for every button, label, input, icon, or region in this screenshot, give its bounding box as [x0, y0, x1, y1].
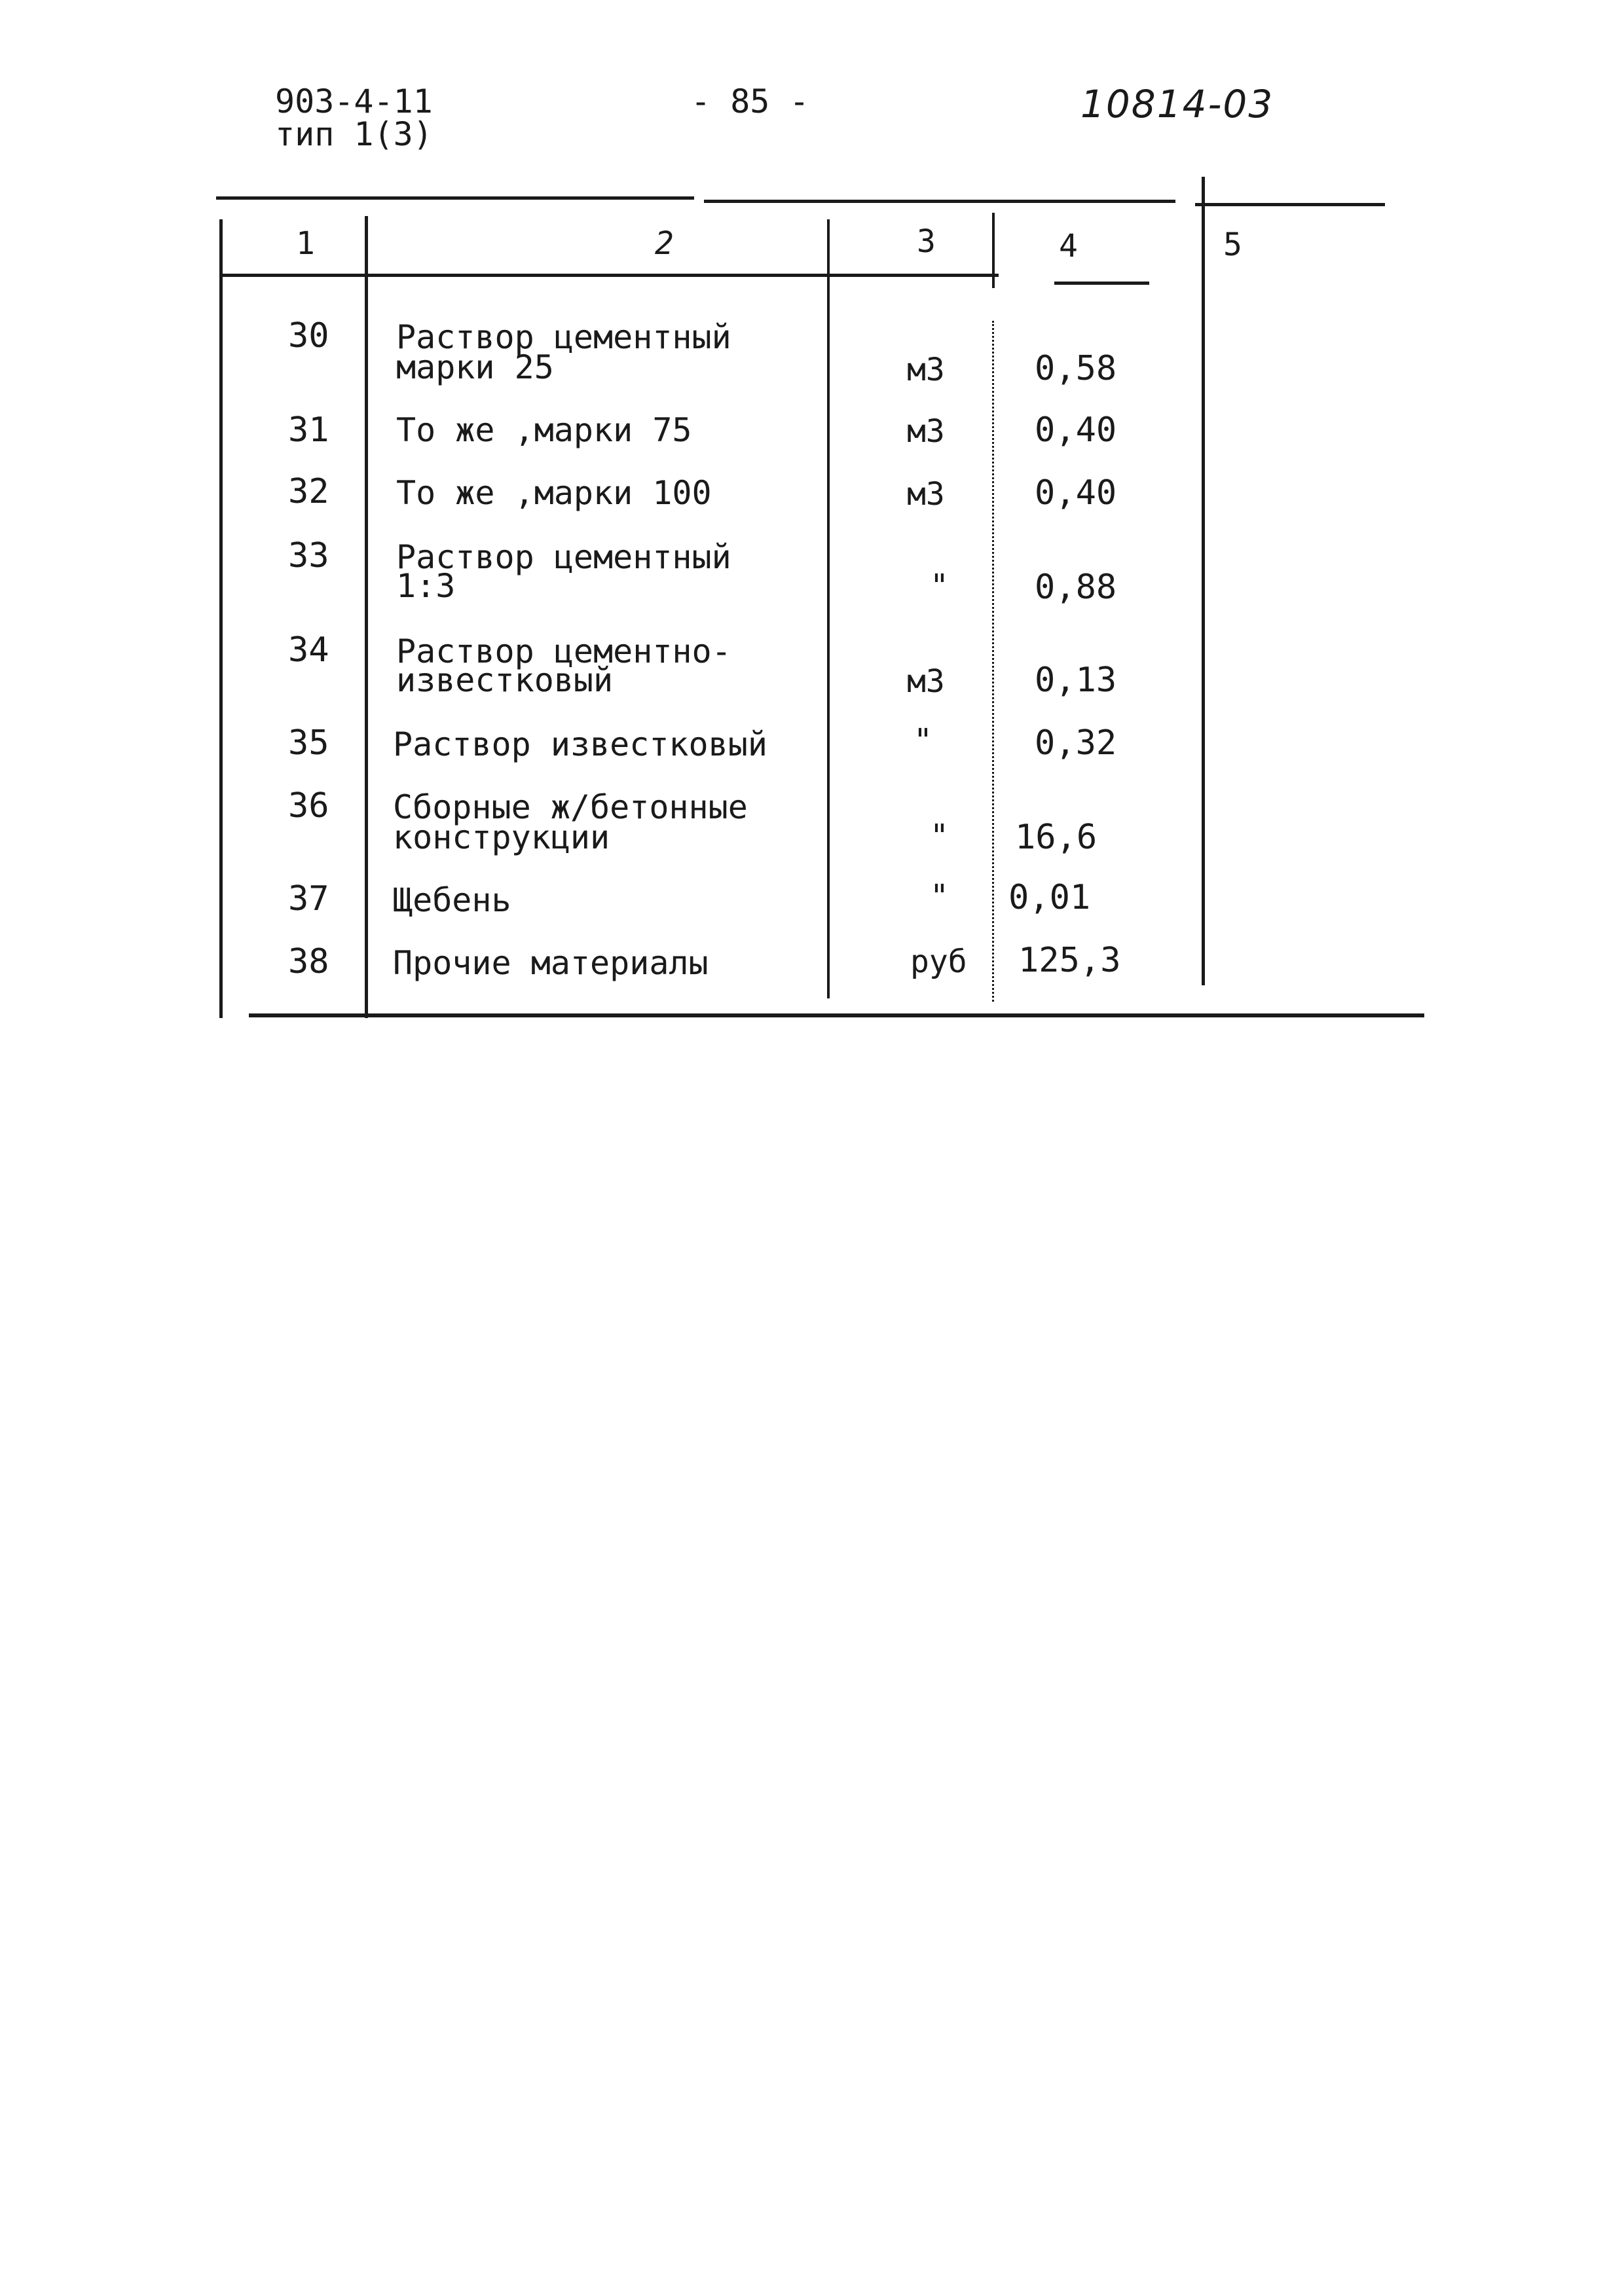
table-top-rule-left — [216, 196, 694, 200]
col4-divider — [1202, 177, 1205, 985]
col3-divider-top — [992, 213, 995, 288]
col1-divider — [365, 216, 368, 1018]
material-name-cont: известковый — [396, 661, 614, 699]
material-name: Раствор цементный — [396, 538, 731, 576]
material-name: Сборные ж/бетонные — [393, 788, 748, 826]
unit: " — [930, 568, 949, 604]
quantity: 0,58 — [1035, 349, 1117, 388]
table-top-rule-right — [1195, 203, 1385, 206]
unit: " — [930, 818, 949, 854]
col4-header-rule — [1054, 282, 1149, 285]
unit: м3 — [907, 663, 945, 700]
material-name: Прочие материалы — [393, 944, 709, 982]
quantity: 0,01 — [1008, 878, 1091, 917]
table-bottom-rule — [249, 1013, 1424, 1017]
document-type: тип 1(3) — [275, 115, 433, 153]
material-name-cont: 1:3 — [396, 567, 456, 605]
col3-divider-dotted — [992, 321, 994, 1002]
table-header-rule — [219, 274, 999, 277]
material-name: То же ,марки 75 — [396, 411, 692, 449]
table-left-border — [219, 219, 223, 1018]
page-number: - 85 - — [691, 82, 809, 120]
row-number: 33 — [288, 536, 329, 575]
material-name-cont: конструкции — [393, 818, 610, 856]
quantity: 125,3 — [1018, 941, 1121, 980]
row-number: 37 — [288, 879, 329, 919]
material-name: Щебень — [393, 881, 511, 919]
column-header-1: 1 — [296, 225, 315, 262]
quantity: 0,40 — [1035, 410, 1117, 450]
unit: руб — [910, 943, 967, 980]
material-name: Раствор цементно- — [396, 632, 731, 670]
unit: " — [930, 878, 949, 915]
material-name: Раствор цементный — [396, 318, 731, 356]
row-number: 31 — [288, 410, 329, 450]
row-number: 30 — [288, 316, 329, 355]
material-name: Раствор известковый — [393, 725, 767, 763]
table-top-rule-middle — [704, 200, 1175, 203]
quantity: 0,88 — [1035, 568, 1117, 607]
row-number: 32 — [288, 472, 329, 511]
material-name-cont: марки 25 — [396, 348, 554, 386]
column-header-2: 2 — [655, 225, 674, 262]
document-code: 903-4-11 — [275, 82, 433, 120]
row-number: 35 — [288, 723, 329, 763]
quantity: 0,13 — [1035, 661, 1117, 700]
handwritten-code: 10814-03 — [1080, 82, 1274, 126]
row-number: 38 — [288, 942, 329, 981]
quantity: 0,32 — [1035, 723, 1117, 763]
row-number: 34 — [288, 630, 329, 670]
unit: м3 — [907, 413, 945, 450]
unit: " — [913, 722, 932, 759]
column-header-4: 4 — [1059, 228, 1078, 264]
col2-divider — [827, 219, 830, 998]
unit: м3 — [907, 476, 945, 513]
column-header-3: 3 — [917, 223, 936, 260]
row-number: 36 — [288, 786, 329, 826]
unit: м3 — [907, 352, 945, 388]
column-header-5: 5 — [1223, 227, 1242, 263]
quantity: 16,6 — [1015, 818, 1098, 857]
material-name: То же ,марки 100 — [396, 474, 712, 512]
quantity: 0,40 — [1035, 473, 1117, 513]
